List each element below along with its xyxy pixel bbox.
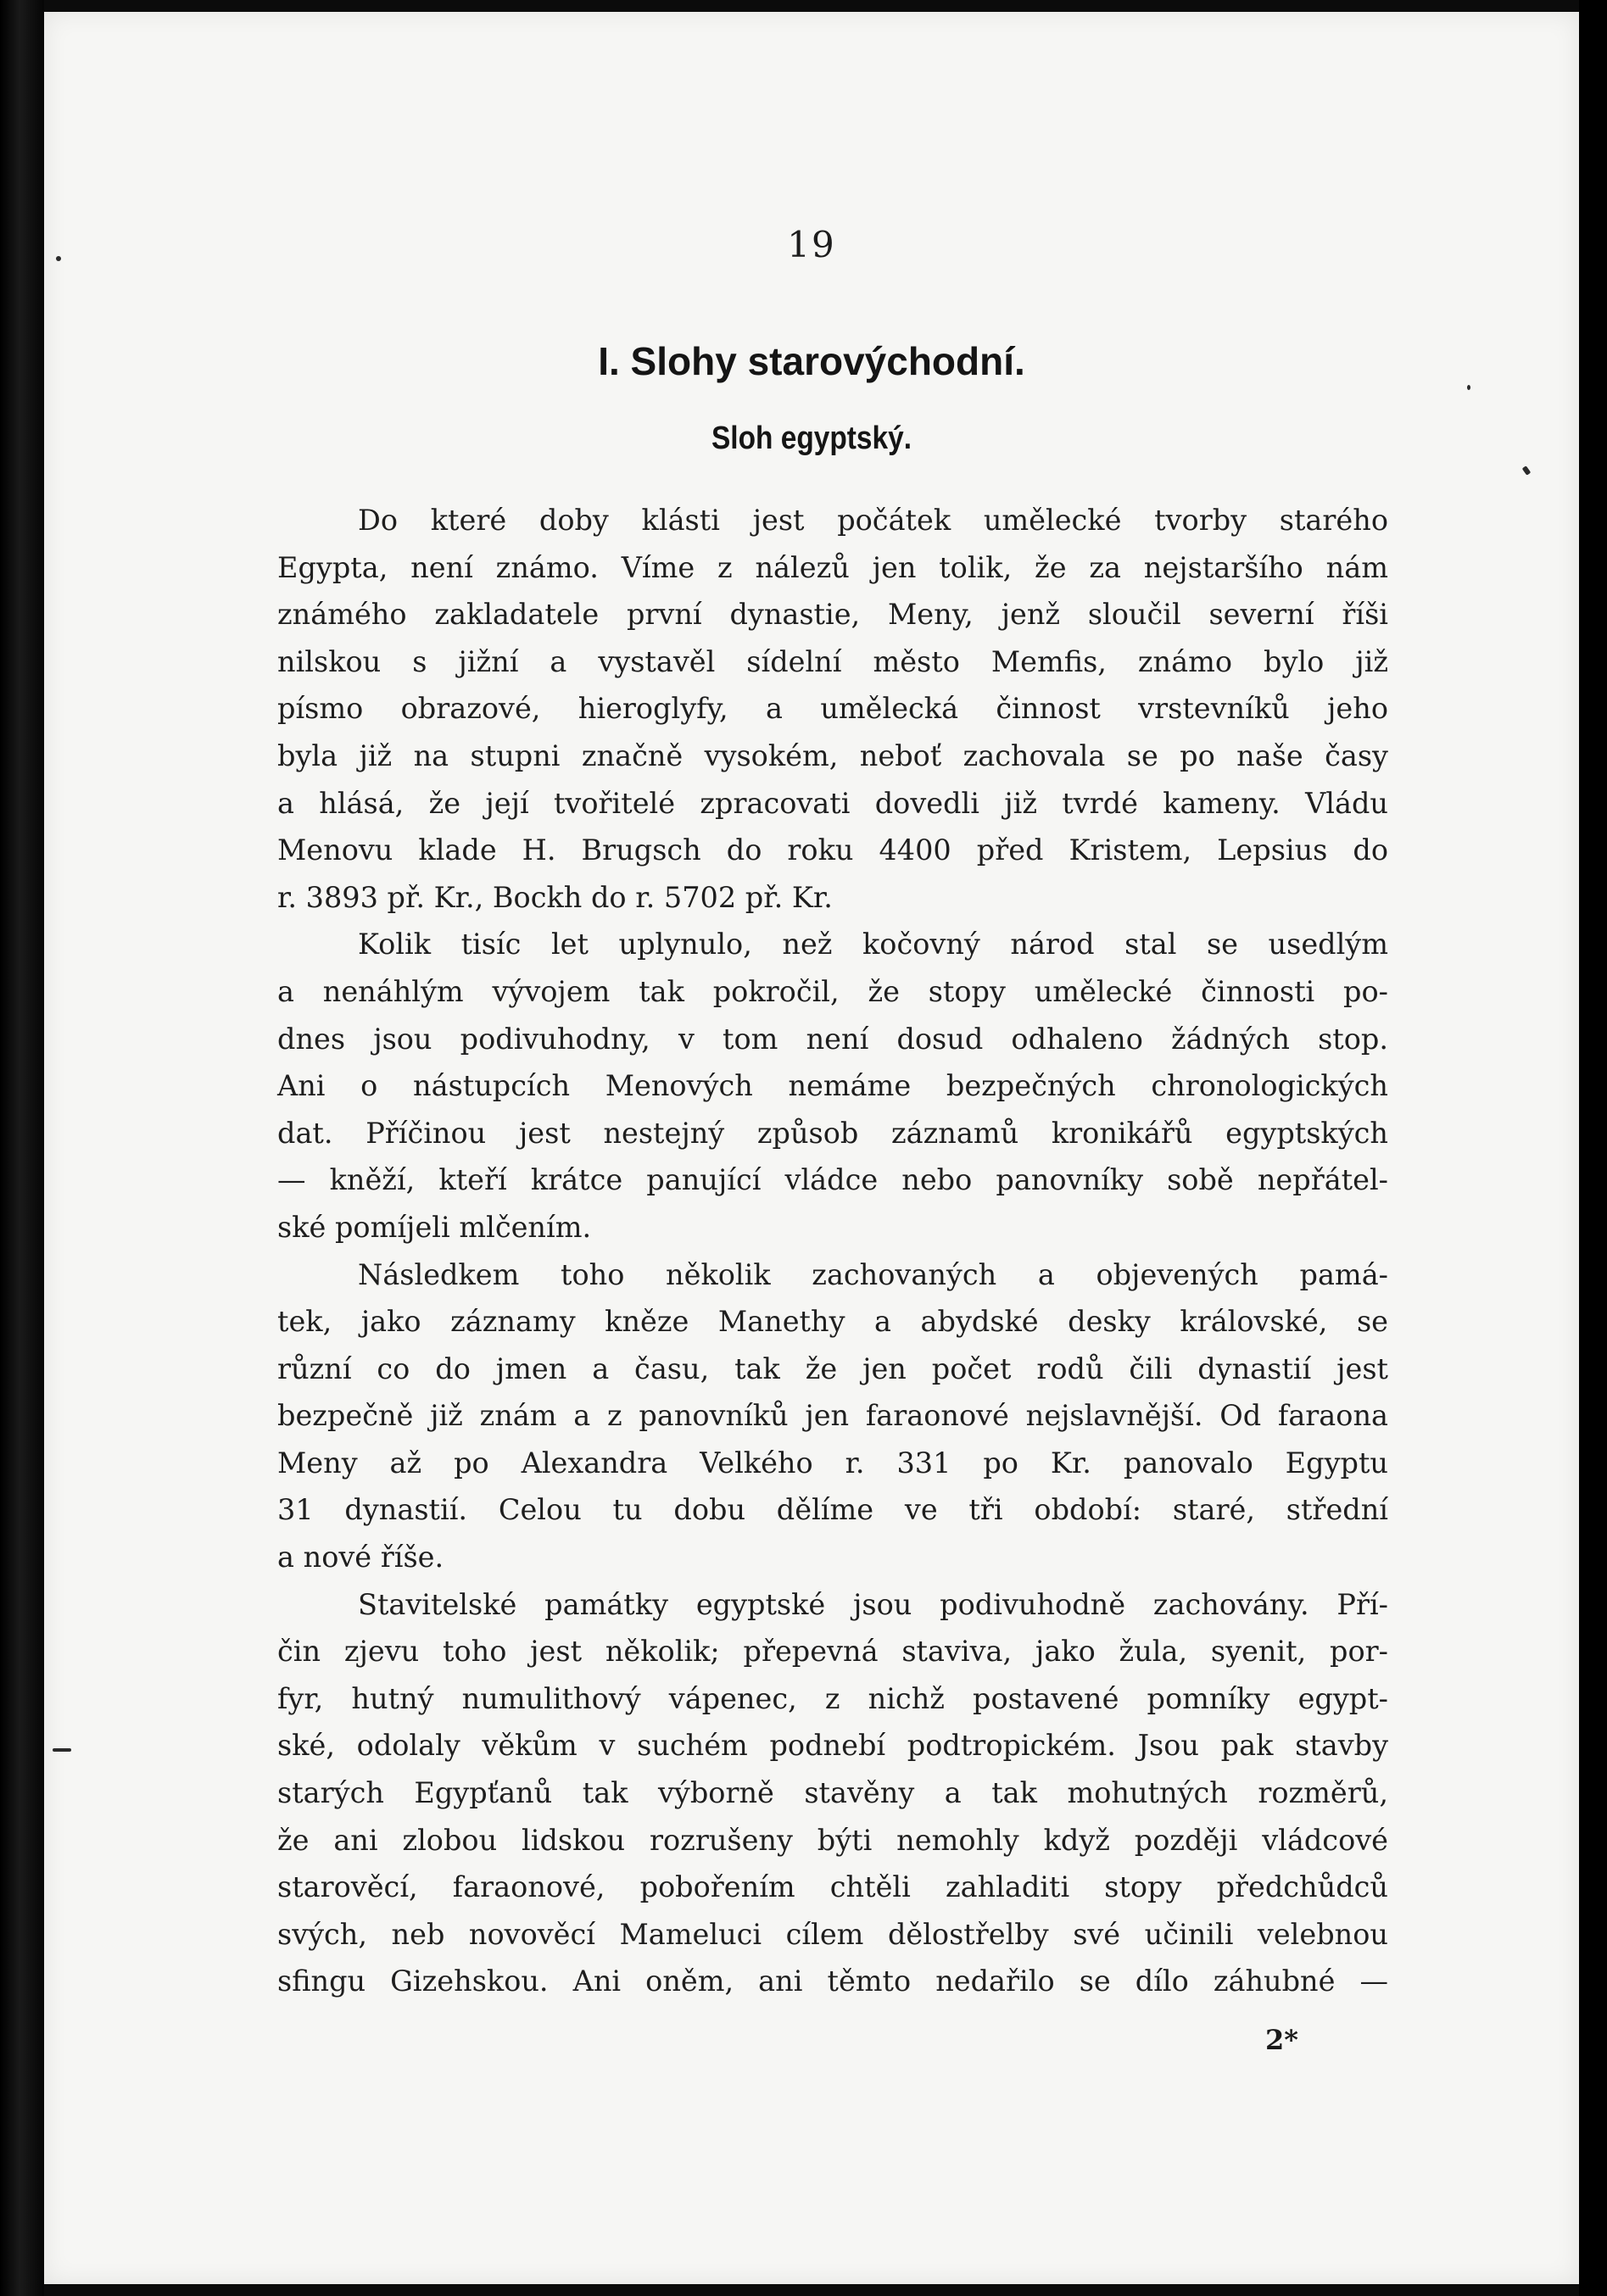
scan-speck [53,1748,71,1752]
text-line: 31 dynastií. Celou tu dobu dělíme ve tři období: staré, střední [277,1493,1388,1527]
text-line: známého zakladatele první dynastie, Meny, jenž sloučil severní říši [277,598,1388,632]
text-line: různí co do jmen a času, tak že jen počet rodů čili dynastií jest [277,1351,1388,1385]
text-line: r. 3893 př. Kr., Bockh do r. 5702 př. Kr. [277,880,833,914]
text-line: a hlásá, že její tvořitelé zpracovati dovedli již tvrdé kameny. Vládu [277,786,1388,820]
text-line: sfingu Gizehskou. Ani oněm, ani těmto nedařilo se dílo záhubné — [277,1964,1388,1998]
text-line: a nové říše. [277,1541,444,1574]
text-line: písmo obrazové, hieroglyfy, a umělecká činnost vrstevníků jeho [277,692,1388,726]
text-line: a nenáhlým vývojem tak pokročil, že stopy umělecké činnosti po- [277,974,1388,1008]
section-subtitle: Sloh egyptský. [711,421,912,456]
text-line: Menovu klade H. Brugsch do roku 4400 před Kristem, Lepsius do [277,833,1388,867]
text-line: Meny až po Alexandra Velkého r. 331 po Kr. panovalo Egyptu [277,1446,1388,1480]
text-line: Stavitelské památky egyptské jsou podivuhodně zachovány. Pří- [358,1587,1388,1621]
text-line: že ani zlobou lidskou rozrušeny býti nemohly když později vládcové [277,1823,1388,1857]
text-line: dat. Příčinou jest nestejný způsob záznamů kronikářů egyptských [277,1116,1388,1150]
text-line: bezpečně již znám a z panovníků jen faraonové nejslavnější. Od faraona [277,1399,1388,1433]
text-line: starověcí, faraonové, pobořením chtěli zahladiti stopy předchůdců [277,1870,1388,1904]
scan-speck [1522,465,1532,476]
text-line: starých Egypťanů tak výborně stavěny a tak mohutných rozměrů, [277,1776,1388,1810]
scan-right-edge [1579,0,1607,2296]
text-line: dnes jsou podivuhodny, v tom není dosud odhaleno žádných stop. [277,1022,1388,1056]
page-number: 19 [787,224,836,265]
text-line: Kolik tisíc let uplynulo, než kočovný národ stal se usedlým [358,928,1388,961]
text-line: čin zjevu toho jest několik; přepevná staviva, jako žula, syenit, por- [277,1635,1388,1669]
text-line: byla již na stupni značně vysokém, neboť zachovala se po naše časy [277,738,1388,772]
scan-speck [1467,385,1470,390]
text-line: nilskou s jižní a vystavěl sídelní město Memfis, známo bylo již [277,644,1388,678]
text-line: fyr, hutný numulithový vápenec, z nichž postavené pomníky egypt- [277,1681,1388,1715]
text-line: Egypta, není známo. Víme z nálezů jen tolik, že za nejstaršího nám [277,550,1388,584]
text-line: ské pomíjeli mlčením. [277,1210,592,1244]
body-text [277,497,1388,2005]
text-line: tek, jako záznamy kněze Manethy a abydské desky královské, se [277,1305,1388,1339]
text-line: svých, neb novověcí Mameluci cílem dělostřelby své učinili velebnou [277,1917,1388,1951]
text-line: ské, odolaly věkům v suchém podnebí podtropickém. Jsou pak stavby [277,1729,1388,1763]
text-line: Do které doby klásti jest počátek umělecké tvorby starého [358,504,1388,537]
book-binding-edge [0,0,44,2296]
chapter-title: I. Slohy starovýchodní. [598,339,1025,383]
text-line: Ani o nástupcích Menových nemáme bezpečných chronologických [277,1069,1388,1103]
text-line: — kněží, kteří krátce panující vládce nebo panovníky sobě nepřátel- [277,1163,1388,1197]
signature-mark: 2* [1265,2024,1298,2056]
scan-speck [56,256,61,261]
book-page [44,12,1579,2284]
text-line: Následkem toho několik zachovaných a objevených pamá- [358,1257,1388,1291]
